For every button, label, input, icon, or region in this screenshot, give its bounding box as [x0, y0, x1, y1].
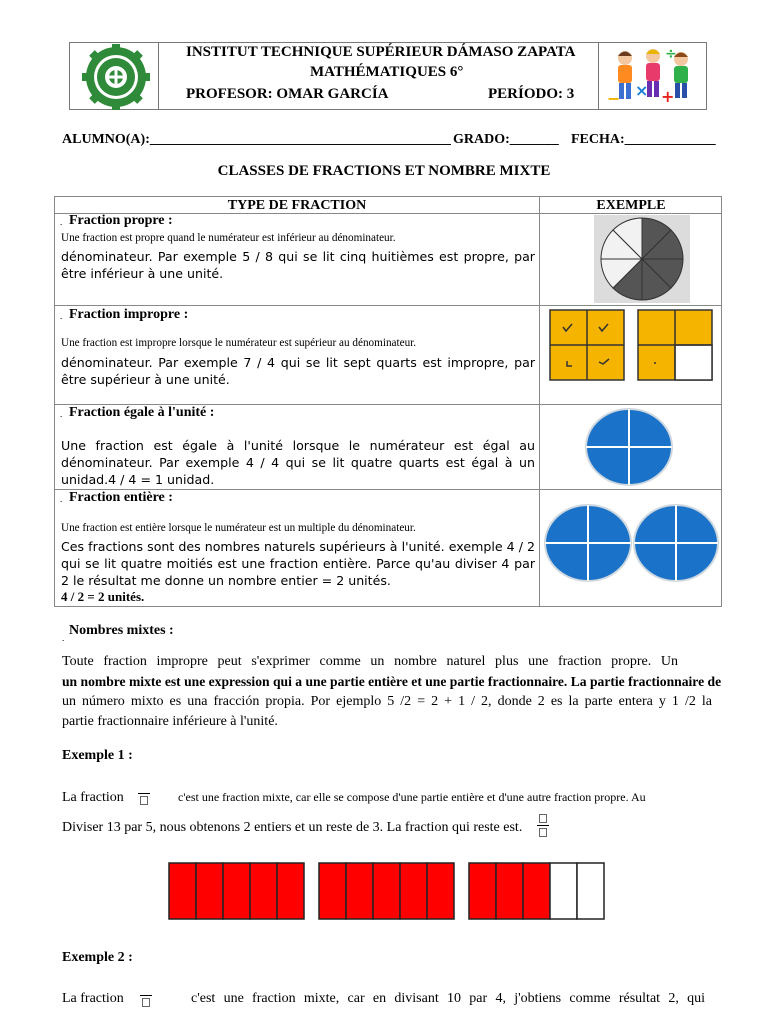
row-text-proper: dénominateur. Par exemple 5 / 8 qui se lit cinq huitièmes est propre, par être inférieur à une unité. [61, 249, 535, 281]
mixed-p1: Toute fraction impropre peut s'exprimer comme un nombre naturel plus une fraction propre. Un [62, 654, 678, 669]
fraction-placeholder-icon [537, 814, 549, 837]
bar-part [550, 863, 577, 919]
period: PERÍODO: 3 [488, 86, 575, 102]
teacher: PROFESOR: OMAR GARCÍA [186, 86, 389, 102]
header-divider-right [598, 43, 599, 109]
col-header-example: EXEMPLE [596, 198, 666, 213]
pie-five-eighths [594, 215, 690, 303]
bar-part [346, 863, 373, 919]
col-header-type: TYPE DE FRACTION [227, 198, 367, 213]
mixed-p3: un número mixto es una fracción propia. Por ejemplo 5 /2 = 2 + 1 / 2, donde 2 es la parte entera y 1 /2 la [62, 694, 712, 709]
svg-text:−: − [607, 89, 621, 108]
bar-part [196, 863, 223, 919]
row-text-whole: Ces fractions sont des nombres naturels supérieurs à l'unité. exemple 4 / 2 qui se lit quatre moitiés est une fraction entière. Parce qu'au diviser 4 par 2 le résultat me donne un nombre entier = 2 unités. [61, 539, 535, 588]
bar-part [577, 863, 604, 919]
row-heading-unit: Fraction égale à l'unité : [69, 405, 215, 420]
svg-text:÷: ÷ [665, 46, 677, 62]
square-grid-left [549, 309, 625, 381]
row-marker: . [60, 494, 63, 504]
circle-whole-2 [632, 503, 720, 583]
school-name: INSTITUT TECHNIQUE SUPÉRIEUR DÁMASO ZAPATA [186, 44, 576, 60]
children-math-illustration [605, 44, 701, 108]
row-heading-proper: Fraction propre : [69, 213, 173, 228]
fecha-field: FECHA:_____________ [571, 132, 716, 147]
square-grid-right [637, 309, 713, 381]
bar-part [250, 863, 277, 919]
mixed-p4: partie fractionnaire inférieure à l'unité. [62, 714, 278, 729]
example1-lead: La fraction [62, 790, 124, 805]
bar-part [277, 863, 304, 919]
row-heading-improper: Fraction impropre : [69, 307, 189, 322]
row-heading-whole: Fraction entière : [69, 490, 173, 505]
row-small-whole: Une fraction est entière lorsque le numérateur est un multiple du dénominateur. [61, 522, 416, 534]
fraction-types-table [54, 196, 722, 607]
bar-part [319, 863, 346, 919]
bar-part [400, 863, 427, 919]
row-text-improper: dénominateur. Par exemple 7 / 4 qui se lit sept quarts est impropre, par être supérieur à une unité. [61, 355, 535, 387]
bar-part [496, 863, 523, 919]
bar-model-thirteen-fifths [168, 862, 608, 920]
circle-four-quarters [584, 407, 674, 487]
fraction-placeholder-icon [138, 790, 150, 805]
school-logo-icon [78, 44, 154, 110]
header-divider-left [158, 43, 159, 109]
example2-heading: Exemple 2 : [62, 950, 133, 965]
example1-line2: Diviser 13 par 5, nous obtenons 2 entiers et un reste de 3. La fraction qui reste est. [62, 820, 523, 835]
fraction-placeholder-icon [140, 992, 152, 1007]
grado-field: GRADO:_______ [453, 132, 559, 147]
row-small-improper: Une fraction est impropre lorsque le numérateur est supérieur au dénominateur. [61, 337, 417, 349]
example2-lead: La fraction [62, 991, 124, 1006]
example2-rest: c'est une fraction mixte, car en divisant 10 par 4, j'obtiens comme résultat 2, qui [191, 991, 705, 1006]
row-marker: . [60, 409, 63, 419]
page-title: CLASSES DE FRACTIONS ET NOMBRE MIXTE [217, 163, 551, 179]
row-bold-whole: 4 / 2 = 2 unités. [61, 589, 145, 604]
bar-part [523, 863, 550, 919]
svg-text:+: + [661, 87, 675, 106]
section-marker: . [62, 633, 65, 643]
alumno-field: ALUMNO(A):___________________________________________ [62, 132, 451, 147]
row-marker: . [60, 311, 63, 321]
example1-rest: c'est une fraction mixte, car elle se compose d'une partie entière et d'une autre fraction propre. Au [178, 790, 646, 804]
bar-part [169, 863, 196, 919]
mixed-heading: Nombres mixtes : [69, 623, 174, 638]
bar-part [223, 863, 250, 919]
row-text-unit: Une fraction est égale à l'unité lorsque le numérateur est égal au dénominateur. Par exemple 4 / 4 qui se lit quatre quarts est égal à un unidad.4 / 4 = 1 unidad. [61, 438, 535, 487]
svg-text:×: × [635, 81, 649, 100]
row-marker: . [60, 217, 63, 227]
subject: MATHÉMATIQUES 6° [310, 64, 464, 80]
row-small-proper: Une fraction est propre quand le numérateur est inférieur au dénominateur. [61, 232, 396, 244]
bar-part [373, 863, 400, 919]
bar-part [469, 863, 496, 919]
circle-whole-1 [543, 503, 633, 583]
example1-heading: Exemple 1 : [62, 748, 133, 763]
bar-part [427, 863, 454, 919]
mixed-p2: un nombre mixte est une expression qui a une partie entière et une partie fractionnaire. La partie fractionnaire de [62, 674, 722, 689]
